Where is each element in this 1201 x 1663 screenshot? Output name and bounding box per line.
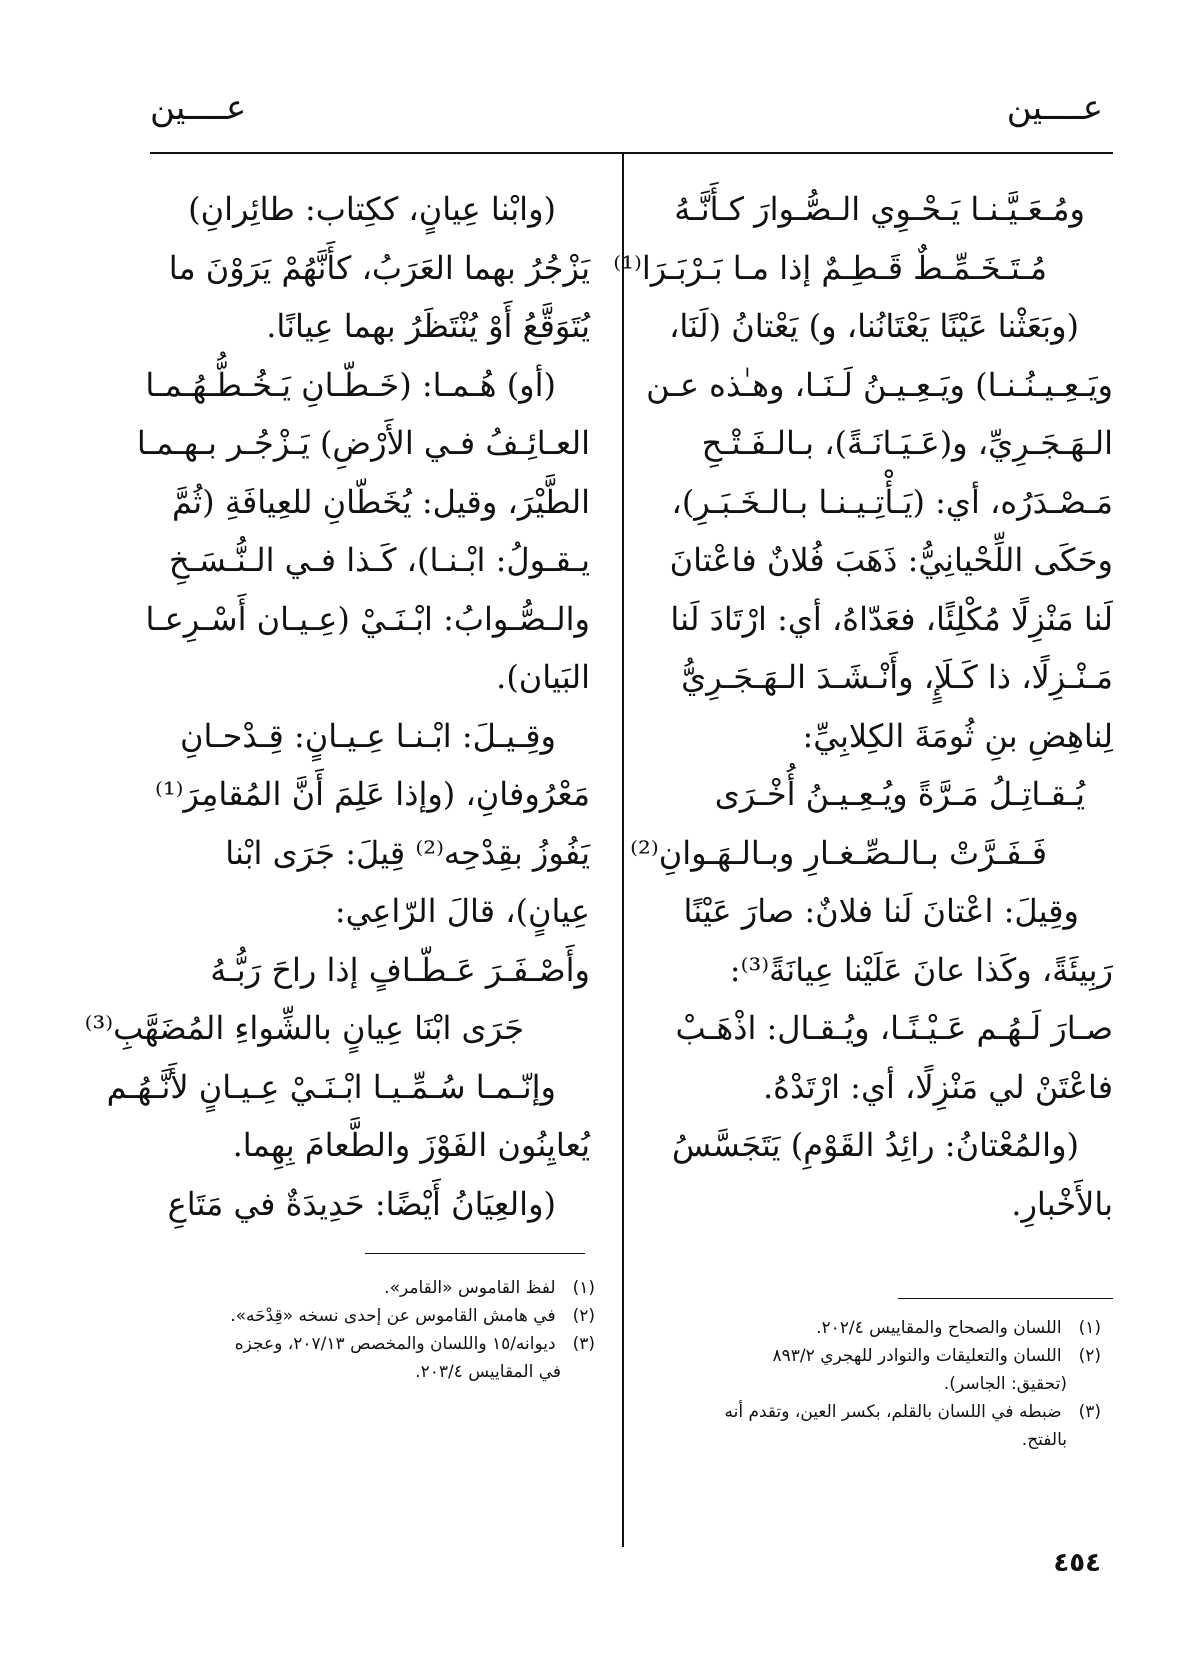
footnote-continuation: بالفتح. [1021, 1430, 1067, 1450]
header-rule [150, 152, 1113, 154]
footnote-text: اللسان والصحاح والمقاييس ٢٠٢/٤. [816, 1318, 1062, 1338]
text-line: الـهَـجَـرِيِّ، و(عَـيَـانَـةً)، بـالـفَـتْـحِ [701, 424, 1113, 462]
footnote-text: ديوانه/١٥ واللسان والمخصص ٢٠٧/١٣، وعجزه [234, 1334, 556, 1354]
text-line: يَفُوزُ بقِدْحِه⁽²⁾ قِيلَ: جَرَى ابْنا [225, 833, 590, 872]
text-line: رَبِيئَةً، وكَذا عانَ عَلَيْنا عِيانَةً⁽³⁾: [729, 950, 1113, 989]
text-line: مَعْرُوفانِ، (وإذا عَلِمَ أَنَّ المُقامِرَ⁽¹⁾ [154, 775, 590, 813]
text-line: فاعْتَنْ لي مَنْزِلًا، أي: ارْتَدْهُ. [763, 1067, 1113, 1106]
footnote-continuation: (تحقيق: الجاسر). [943, 1374, 1067, 1394]
footnote [606, 1342, 1101, 1398]
text-line: بالأَخْبارِ. [1011, 1184, 1113, 1223]
footnote [150, 1274, 595, 1302]
text-line: جَرَى ابْنَا عِيانٍ بالشِّواءِ المُضَهَّبِ⁽³⁾ [84, 1009, 524, 1047]
footnotes-left [150, 1274, 595, 1386]
text-line: (وابْنا عِيانٍ، ككِتاب: طائِرانِ) [188, 190, 556, 228]
running-head-left: عــــين [150, 88, 247, 128]
footnote-number: (٣) [572, 1334, 595, 1354]
footnote-number: (٢) [1078, 1346, 1101, 1366]
text-line: يُـقـاتِـلُ مَـرَّةً ويُـعِـيـنُ أُخْـرَى [714, 775, 1085, 813]
footnote-text: في هامش القاموس عن إحدى نسخه «قِدْحَه». [230, 1306, 556, 1326]
footnote [606, 1398, 1101, 1454]
text-line: لَنا مَنْزِلًا مُكْلِئًا، فعَدّاهُ، أي: ارْتَادَ لَنا [670, 599, 1113, 638]
text-line: مُـتَـخَـمِّـطٌ قَـطِـمٌ إذا مـا بَـرْبَـرَا⁽¹⁾ [613, 248, 1047, 287]
text-line: وقِـيـلَ: ابْـنـا عِـيـانٍ: قِـدْحـانِ [179, 716, 556, 755]
footnote-number: (١) [572, 1278, 595, 1298]
text-line: وحَكَى اللِّحْيانِيُّ: ذَهَبَ فُلانٌ فاعْتانَ [669, 541, 1113, 579]
running-head-right: عــــين [1006, 88, 1103, 128]
text-line: (والمُعْتانُ: رائِدُ القَوْمِ) يَتَجَسَّسُ [672, 1126, 1079, 1164]
text-line: وقِيلَ: اعْتانَ لَنا فلانٌ: صارَ عَيْنًا [683, 892, 1079, 930]
text-line: لِناهِضِ بنِ ثُومَةَ الكِلابِيِّ: [802, 716, 1113, 755]
text-line: وإنّـمـا سُـمِّـيـا ابْـنَـيْ عِـيـانٍ لأَنَّـهُـم [106, 1067, 556, 1106]
footnote [606, 1314, 1101, 1342]
text-line: مَـنْـزِلًا، ذا كَـلَإٍ، وأَنْـشَـدَ الـهَـجَـرِيُّ [681, 658, 1113, 696]
text-line: (والعِيَانُ أَيْضًا: حَدِيدَةٌ في مَتَاعِ [167, 1184, 556, 1223]
text-line: يُتَوَقَّعُ أَوْ يُنْتَظَرُ بهما عِيانًا. [266, 307, 590, 345]
footnote [150, 1330, 595, 1386]
footnote-number: (١) [1078, 1318, 1101, 1338]
text-line: (وبَعَثْنا عَيْنًا يَعْتَانُنا، و) يَعْتانُ (لَنَا، [669, 307, 1079, 345]
left-column-text [84, 180, 590, 1233]
footnote-text: لفظ القاموس «القامر». [384, 1278, 556, 1298]
text-line: وأَصْـفَـرَ عَـطّـافٍ إذا راحَ رَبُّـهُ [210, 950, 590, 989]
text-line: ومُـعَـيَّـنـا يَـحْـوِي الـصُّـوارَ كـأَنَّـهُ [674, 190, 1085, 228]
text-line: الطَّيْرَ، وقيل: يُخَطّانِ للعِيافَةِ (ثُمَّ [171, 482, 590, 521]
text-line: عِيانٍ)، قالَ الرّاعِي: [334, 892, 590, 930]
right-column-text [608, 180, 1113, 1233]
text-line: العـائِـفُ فـي الأَرْضِ) يَـزْجُـر بـهـمـا [136, 424, 590, 462]
text-line: (أو) هُـمـا: (خَـطّـانِ يَـخُـطُّـهُـمـا [145, 365, 556, 404]
text-line: يـقـولُ: ابْـنـا)، كَـذا فـي الـنُّـسَـخِ [168, 541, 590, 579]
footnote-continuation: في المقاييس ٢٠٣/٤. [415, 1362, 561, 1382]
text-line: البَيان). [496, 658, 590, 696]
footnote-text: ضبطه في اللسان بالقلم، بكسر العين، وتقدم أنه [724, 1402, 1062, 1422]
text-line: ويَـعِـيـنُـنـا) ويَـعِـيـنُ لَـنَـا، وهـٰذه عـن [646, 365, 1113, 404]
footnote-text: اللسان والتعليقات والنوادر للهجري ٨٩٣/٢ [772, 1346, 1062, 1366]
footnote [150, 1302, 595, 1330]
text-line: مَـصْـدَرُه، أي: (يَـأْتِـيـنـا بـالـخَـبَـرِ)، [671, 482, 1113, 521]
text-line: فَـفَـرَّتْ بـالـصِّـغـارِ وبـالـهَـوانِ⁽²⁾ [630, 833, 1047, 872]
footnote-number: (٣) [1078, 1402, 1101, 1422]
text-line: يُعايِنُون الفَوْزَ والطَّعامَ بِهِما. [232, 1126, 590, 1164]
text-line: والـصُّـوابُ: ابْـنَـيْ (عِـيـان أَسْـرِعـا [145, 599, 590, 638]
text-line: يَزْجُرُ بهما العَرَبُ، كأَنَّهُمْ يَرَوْنَ ما [168, 248, 590, 287]
footnotes-right [606, 1314, 1101, 1454]
footnote-rule-right [898, 1298, 1113, 1299]
page-number: ٤٥٤ [1053, 1548, 1101, 1578]
footnote-rule-left [365, 1253, 585, 1254]
text-line: صـارَ لَـهُـم عَـيْـنًـا، ويُـقـال: اذْهَـبْ [675, 1009, 1113, 1047]
footnote-number: (٢) [572, 1306, 595, 1326]
